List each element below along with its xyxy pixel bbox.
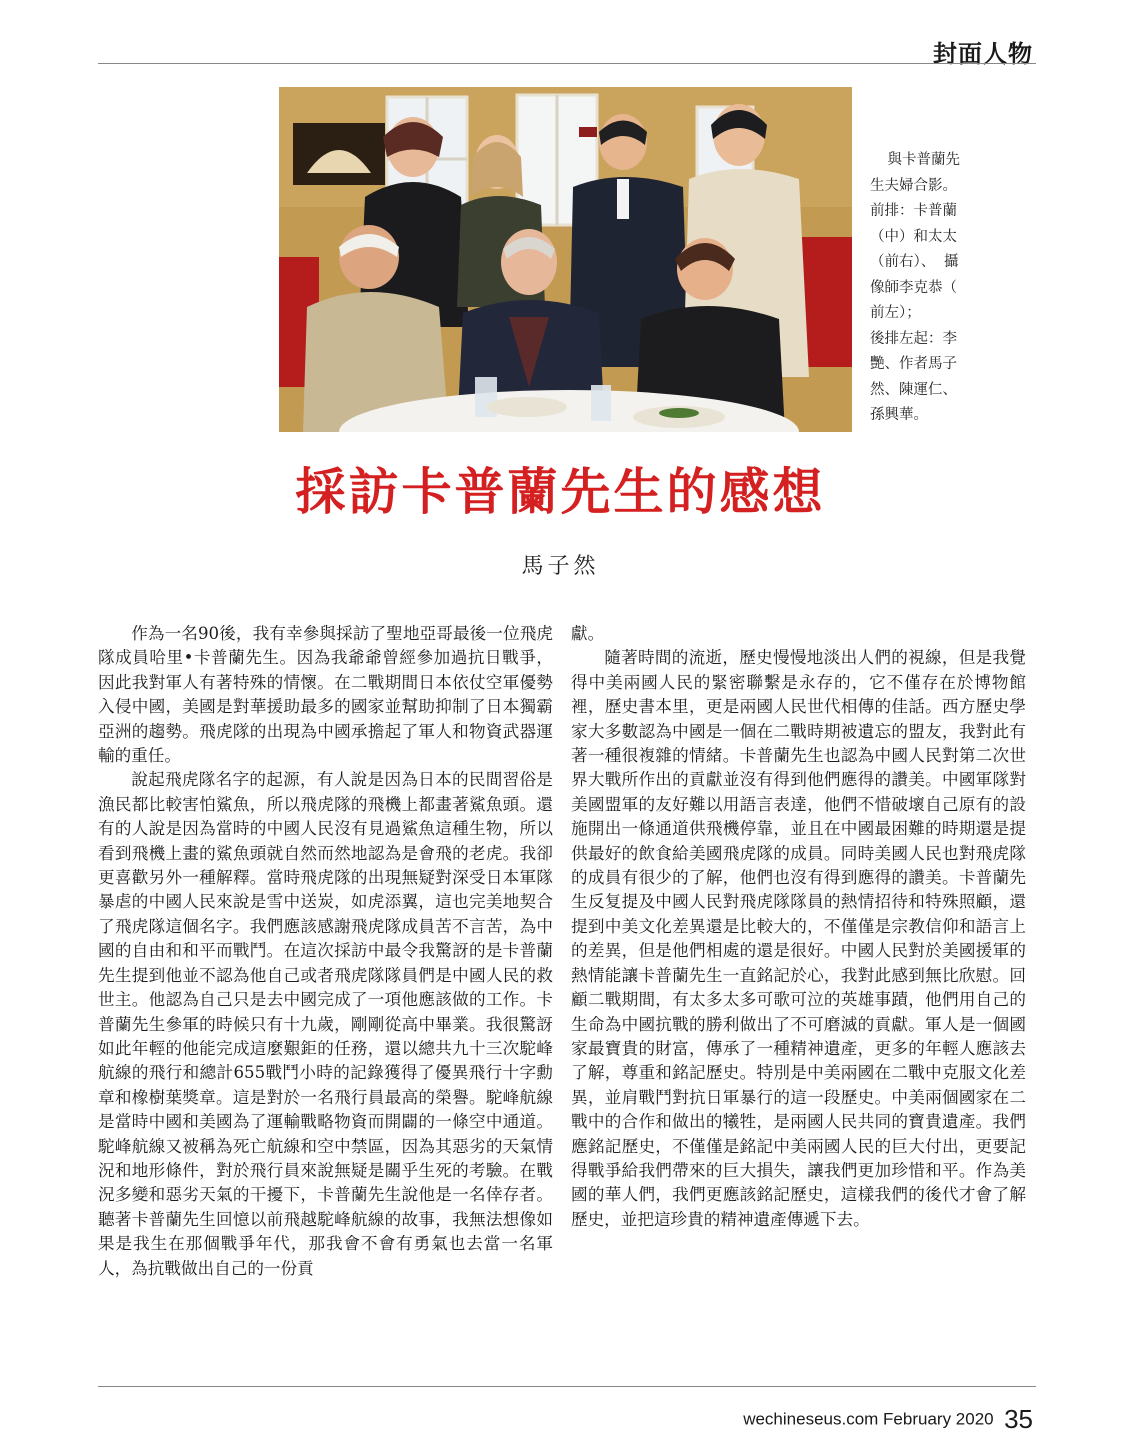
caption-line: 像師李克恭（ <box>870 279 957 296</box>
article-column-left <box>98 622 553 1281</box>
page-footer <box>743 1404 1033 1435</box>
article-column-right <box>571 622 1026 1232</box>
paragraph: 作為一名90後，我有幸參與採訪了聖地亞哥最後一位飛虎隊成員哈里•卡普蘭先生。因為我爺爺曾經參加過抗日戰爭，因此我對軍人有著特殊的情懷。在二戰期間日本依仗空軍優勢入侵中國，美國是對華援助最多的國家並幫助抑制了日本獨霸亞洲的趨勢。飛虎隊的出現為中國承擔起了軍人和物資武器運輸的重任。 <box>98 624 553 766</box>
bottom-rule <box>98 1386 1036 1387</box>
caption-line: 艷、作者馬子 <box>870 356 957 372</box>
caption-line: 後排左起：李 <box>870 330 957 347</box>
paragraph: 說起飛虎隊名字的起源，有人說是因為日本的民間習俗是漁民都比較害怕鯊魚，所以飛虎隊的飛機上都畫著鯊魚頭。還有的人說是因為當時的中國人民沒有見過鯊魚這種生物，所以看到飛機上畫的鯊魚頭就自然而然地認為是會飛的老虎。我卻更喜歡另外一種解釋。當時飛虎隊的出現無疑對深受日本軍隊暴虐的中國人民來說是雪中送炭，如虎添翼，這也完美地契合了飛虎隊這個名字。我們應該感謝飛虎隊成員苦不言苦，為中國的自由和和平而戰鬥。在這次採訪中最令我驚訝的是卡普蘭先生提到他並不認為他自己或者飛虎隊隊員們是中國人民的救世主。他認為自己只是去中國完成了一項他應該做的工作。卡普蘭先生參軍的時候只有十九歲，剛剛從高中畢業。我很驚訝如此年輕的他能完成這麼艱鉅的任務，還以總共九十三次駝峰航線的飛行和總計655戰鬥小時的記錄獲得了優異飛行十字勳章和橡樹葉獎章。這是對於一名飛行員最高的榮譽。駝峰航線是當時中國和美國為了運輸戰略物資而開闢的一條空中通道。駝峰航線又被稱為死亡航線和空中禁區，因為其惡劣的天氣情況和地形條件，對於飛行員來說無疑是關乎生死的考驗。在戰況多變和惡劣天氣的干擾下，卡普蘭先生說他是一名倖存者。聽著卡普蘭先生回憶以前飛越駝峰航線的故事，我無法想像如果是我生在那個戰爭年代，那我會不會有勇氣也去當一名軍人，為抗戰做出自己的一份貢 <box>98 770 553 1278</box>
group-photo <box>279 87 852 432</box>
caption-line: 孫興華。 <box>870 407 928 423</box>
section-label: 封面人物 <box>933 40 1033 68</box>
article-title: 採訪卡普蘭先生的感想 <box>295 463 826 521</box>
caption-line: （前右）、 攝 <box>870 254 959 270</box>
paragraph-continuation: 獻。 <box>571 624 605 643</box>
page-number: 35 <box>1004 1404 1033 1434</box>
footer-site-date: wechineseus.com February 2020 <box>743 1409 994 1429</box>
caption-line: （中）和太太 <box>870 228 957 245</box>
caption-line: 前左）； <box>870 305 921 321</box>
caption-line: 與卡普蘭先 <box>870 152 960 168</box>
article-author: 馬子然 <box>521 554 600 579</box>
caption-line: 然、陳運仁、 <box>870 381 957 398</box>
top-rule <box>98 63 1036 64</box>
caption-line: 前排：卡普蘭 <box>870 203 957 219</box>
caption-line: 生夫婦合影。 <box>870 177 957 194</box>
paragraph: 隨著時間的流逝，歷史慢慢地淡出人們的視線，但是我覺得中美兩國人民的緊密聯繫是永存的，它不僅存在於博物館裡，歷史書本里，更是兩國人民世代相傳的佳話。西方歷史學家大多數認為中國是一個在二戰時期被遺忘的盟友，我對此有著一種很複雜的情緒。卡普蘭先生也認為中國人民對第二次世界大戰所作出的貢獻並沒有得到他們應得的讚美。中國軍隊對美國盟軍的友好難以用語言表達，他們不惜破壞自己原有的設施開出一條通道供飛機停靠，並且在中國最困難的時期還是提供最好的飲食給美國飛虎隊的成員。同時美國人民也對飛虎隊的成員有很少的了解，他們也沒有得到應得的讚美。卡普蘭先生反复提及中國人民對飛虎隊隊員的熱情招待和特殊照顧，還提到中美文化差異還是比較大的，不僅僅是宗教信仰和語言上的差異，但是他們相處的還是很好。中國人民對於美國援軍的熱情能讓卡普蘭先生一直銘記於心，我對此感到無比欣慰。回顧二戰期間，有太多太多可歌可泣的英雄事蹟，他們用自己的生命為中國抗戰的勝利做出了不可磨滅的貢獻。軍人是一個國家最寶貴的財富，傳承了一種精神遺產，更多的年輕人應該去了解，尊重和銘記歷史。特別是中美兩國在二戰中克服文化差異，並肩戰鬥對抗日軍暴行的這一段歷史。中美兩個國家在二戰中的合作和做出的犧牲，是兩國人民共同的寶貴遺產。我們應銘記歷史，不僅僅是銘記中美兩國人民的巨大付出，更要記得戰爭給我們帶來的巨大損失，讓我們更加珍惜和平。作為美國的華人們，我們更應該銘記歷史，這樣我們的後代才會了解歷史，並把這珍貴的精神遺產傳遞下去。 <box>571 648 1026 1229</box>
photo-caption <box>870 148 1008 429</box>
